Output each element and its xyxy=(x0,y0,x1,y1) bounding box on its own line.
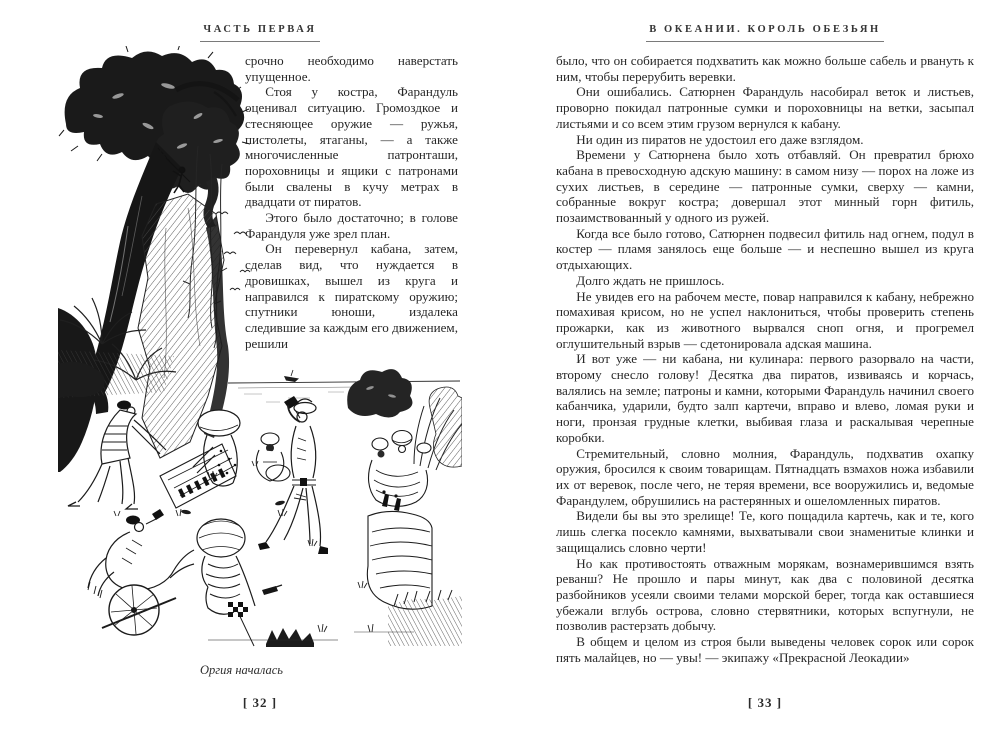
page-number-right: [ 33 ] xyxy=(747,695,783,710)
paragraph: было, что он собирается подхватить как можно больше сабель и рвануть к ним, чтобы перерубить веревки. xyxy=(556,53,974,84)
left-text-column xyxy=(245,53,458,351)
paragraph: Он перевернул кабана, затем, сделав вид, что нуждается в дровишках, вышел из круга и направился к пиратскому оружию; спутники юноши, издалека следившие за каждым его движением, решили xyxy=(245,241,458,351)
paragraph: Времени у Сатюрнена было хоть отбавляй. Он превратил брюхо кабана в превосходную адскую машину: в самом низу — порох на ложе из сухих листьев, в середине — патронные сумки, сверху — камни, собранные вокруг костра; довершал этот минный горн фитиль, позаимствованный у одного из ружей. xyxy=(556,147,974,226)
running-header-left xyxy=(58,24,462,42)
paragraph: Стремительный, словно молния, Фарандуль, подхватив охапку оружия, бросился к своим товарищам. Пятнадцать взмахов ножа избавили их от веревок, после чего, не теряя времени, все вооружились и, ведомые Фарандулем, обрушились на растерянных и ошеломленных пиратов. xyxy=(556,445,974,508)
page-number-left: [ 32 ] xyxy=(242,695,278,710)
right-text-column xyxy=(556,53,974,665)
running-header-left-text: ЧАСТЬ ПЕРВАЯ xyxy=(200,24,319,42)
paragraph: Долго ждать не пришлось. xyxy=(576,272,725,288)
right-page xyxy=(555,0,975,750)
paragraph: И вот уже — ни кабана, ни кулинара: первого разорвало на части, второму снесло голову! Десятка два пиратов, извиваясь и корчась, валялись на земле; патроны и камни, которыми Фарандуль начинил своего кабанчика, ударили, будто залп картечи, вправо и влево, ломая руки и ноги, пронзая грудные клетки, выбивая глаза и раскалывая черепные коробки. xyxy=(556,351,974,445)
paragraph: срочно необходимо наверстать упущенное. xyxy=(245,53,458,84)
left-page xyxy=(58,0,462,750)
paragraph: Видели бы вы это зрелище! Те, кого пощадила картечь, как и те, кого лишь слегка посекло камнями, выхватывали свои знаменитые клинки и защищались словно черти! xyxy=(556,508,974,555)
paragraph: Они ошибались. Сатюрнен Фарандуль насобирал веток и листьев, проворно покидал патронные сумки и пороховницы на ветки, засыпал листьями и со всем этим грузом вернулся к кабану. xyxy=(556,84,974,131)
paragraph: Но как противостоять отважным морякам, вознамерившимся взять реванш? Не прошло и пары минут, как два с половиной десятка разбойников усеяли своими телами морской берег, тогда как оставшиеся убежали вглубь острова, словно стервятники, которых вспугнули, не позволив растерзать добычу. xyxy=(556,555,974,634)
paragraph: В общем и целом из строя были выведены человек сорок или сорок пять малайцев, но — увы! — экипажу «Прекрасной Леокадии» xyxy=(556,634,974,665)
paragraph: Этого было достаточно; в голове Фарандуля уже зрел план. xyxy=(245,210,458,241)
paragraph: Ни один из пиратов не удостоил его даже взглядом. xyxy=(576,131,864,147)
paragraph: Не увидев его на рабочем месте, повар направился к кабану, небрежно помахивая крисом, но не успел наклониться, чтобы проверить степень прожарки, как из животного вырвался сноп огня, и прогремел оглушительный взрыв — сдетонировала адская машина. xyxy=(556,288,974,351)
illustration-caption: Оргия началась xyxy=(200,663,283,677)
paragraph: Стоя у костра, Фарандуль оценивал ситуацию. Громоздкое и стесняющее оружие — ружья, пистолеты, ятаганы, — а также многочисленные патронташи, пороховницы и ящики с патронами были свалены в кучу метрах в двадцати от пиратов. xyxy=(245,84,458,210)
running-header-right xyxy=(555,24,975,42)
running-header-right-text: В ОКЕАНИИ. КОРОЛЬ ОБЕЗЬЯН xyxy=(646,24,884,42)
paragraph: Когда все было готово, Сатюрнен подвесил фитиль над огнем, подул в костер — пламя занялось еще больше — и неспешно вышел из круга отдыхающих. xyxy=(556,225,974,273)
